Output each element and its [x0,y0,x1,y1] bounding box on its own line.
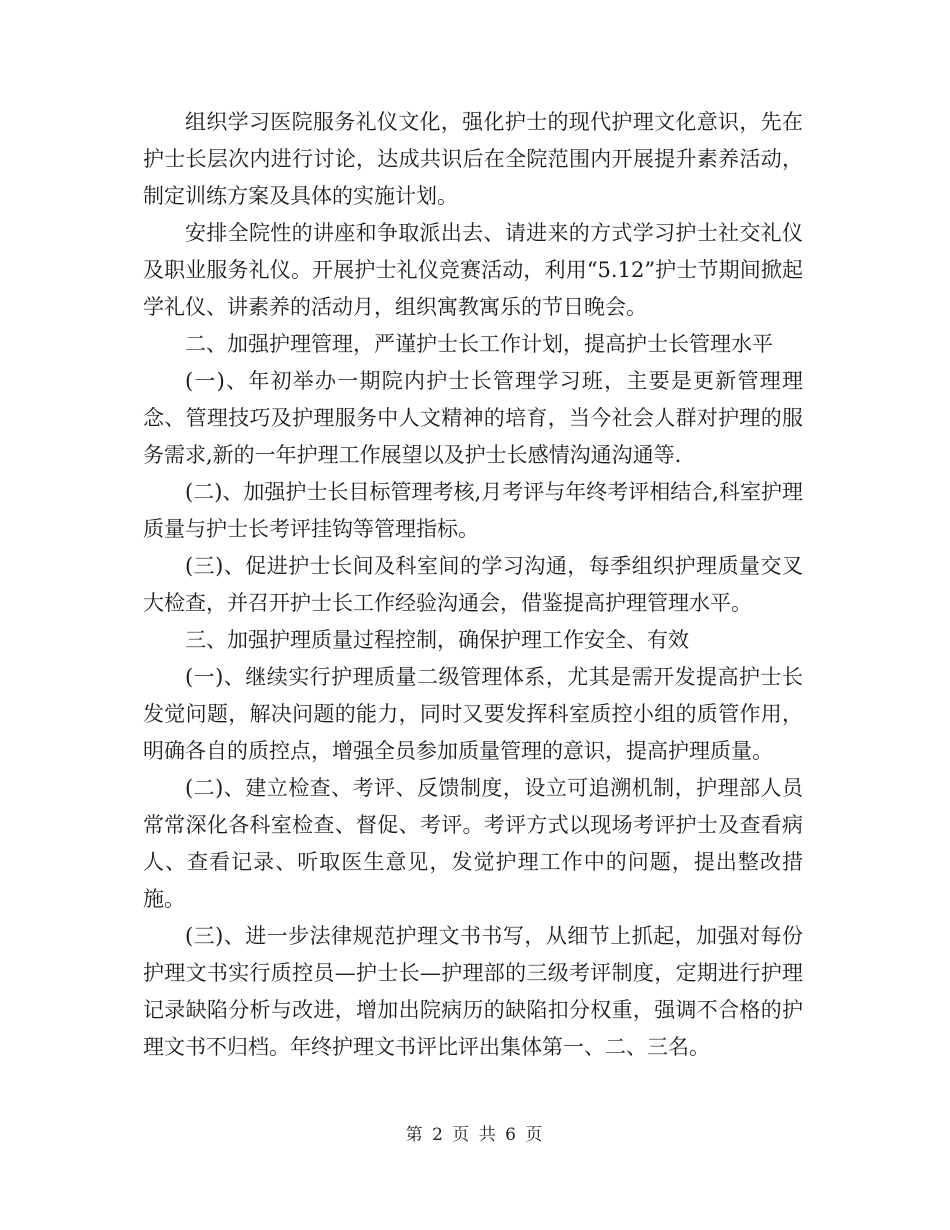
paragraph-quality-item-1: (一)、继续实行护理质量二级管理体系，尤其是需开发提高护士长发觉问题，解决问题的能力，同时又要发挥科室质控小组的质管作用，明确各自的质控点，增强全员参加质量管理的意识，提高护理质量。 [143,665,803,763]
paragraph-quality-item-3: (三)、进一步法律规范护理文书书写，从细节上抓起，加强对每份护理文书实行质控员—护士长—护理部的三级考评制度，定期进行护理记录缺陷分析与改进，增加出院病历的缺陷扣分权重，强调不合格的护理文书不归档。年终护理文书评比评出集体第一、二、三名。 [143,924,803,1059]
section-heading-management: 二、加强护理管理，严谨护士长工作计划，提高护士长管理水平 [185,332,773,356]
paragraph-etiquette-culture: 组织学习医院服务礼仪文化，强化护士的现代护理文化意识，先在护士长层次内进行讨论，达成共识后在全院范围内开展提升素养活动，制定训练方案及具体的实施计划。 [143,110,803,208]
paragraph-management-item-2: (二)、加强护士长目标管理考核,月考评与年终考评相结合,科室护理质量与护士长考评挂钩等管理指标。 [143,480,803,541]
document-body [143,104,803,1066]
section-heading-quality-control: 三、加强护理质量过程控制，确保护理工作安全、有效 [185,628,689,652]
paragraph-management-item-1: (一)、年初举办一期院内护士长管理学习班，主要是更新管理理念、管理技巧及护理服务中人文精神的培育，当今社会人群对护理的服务需求,新的一年护理工作展望以及护士长感情沟通沟通等. [143,369,803,467]
page-number-footer: 第 2 页 共 6 页 [405,1125,545,1145]
paragraph-etiquette-lectures: 安排全院性的讲座和争取派出去、请进来的方式学习护士社交礼仪及职业服务礼仪。开展护士礼仪竞赛活动，利用“5.12”护士节期间掀起学礼仪、讲素养的活动月，组织寓教寓乐的节日晚会。 [143,221,803,319]
paragraph-management-item-3: (三)、促进护士长间及科室间的学习沟通，每季组织护理质量交叉大检查，并召开护士长工作经验沟通会，借鉴提高护理管理水平。 [143,554,803,615]
paragraph-quality-item-2: (二)、建立检查、考评、反馈制度，设立可追溯机制，护理部人员常常深化各科室检查、督促、考评。考评方式以现场考评护士及查看病人、查看记录、听取医生意见，发觉护理工作中的问题，提出整改措施。 [143,776,803,911]
